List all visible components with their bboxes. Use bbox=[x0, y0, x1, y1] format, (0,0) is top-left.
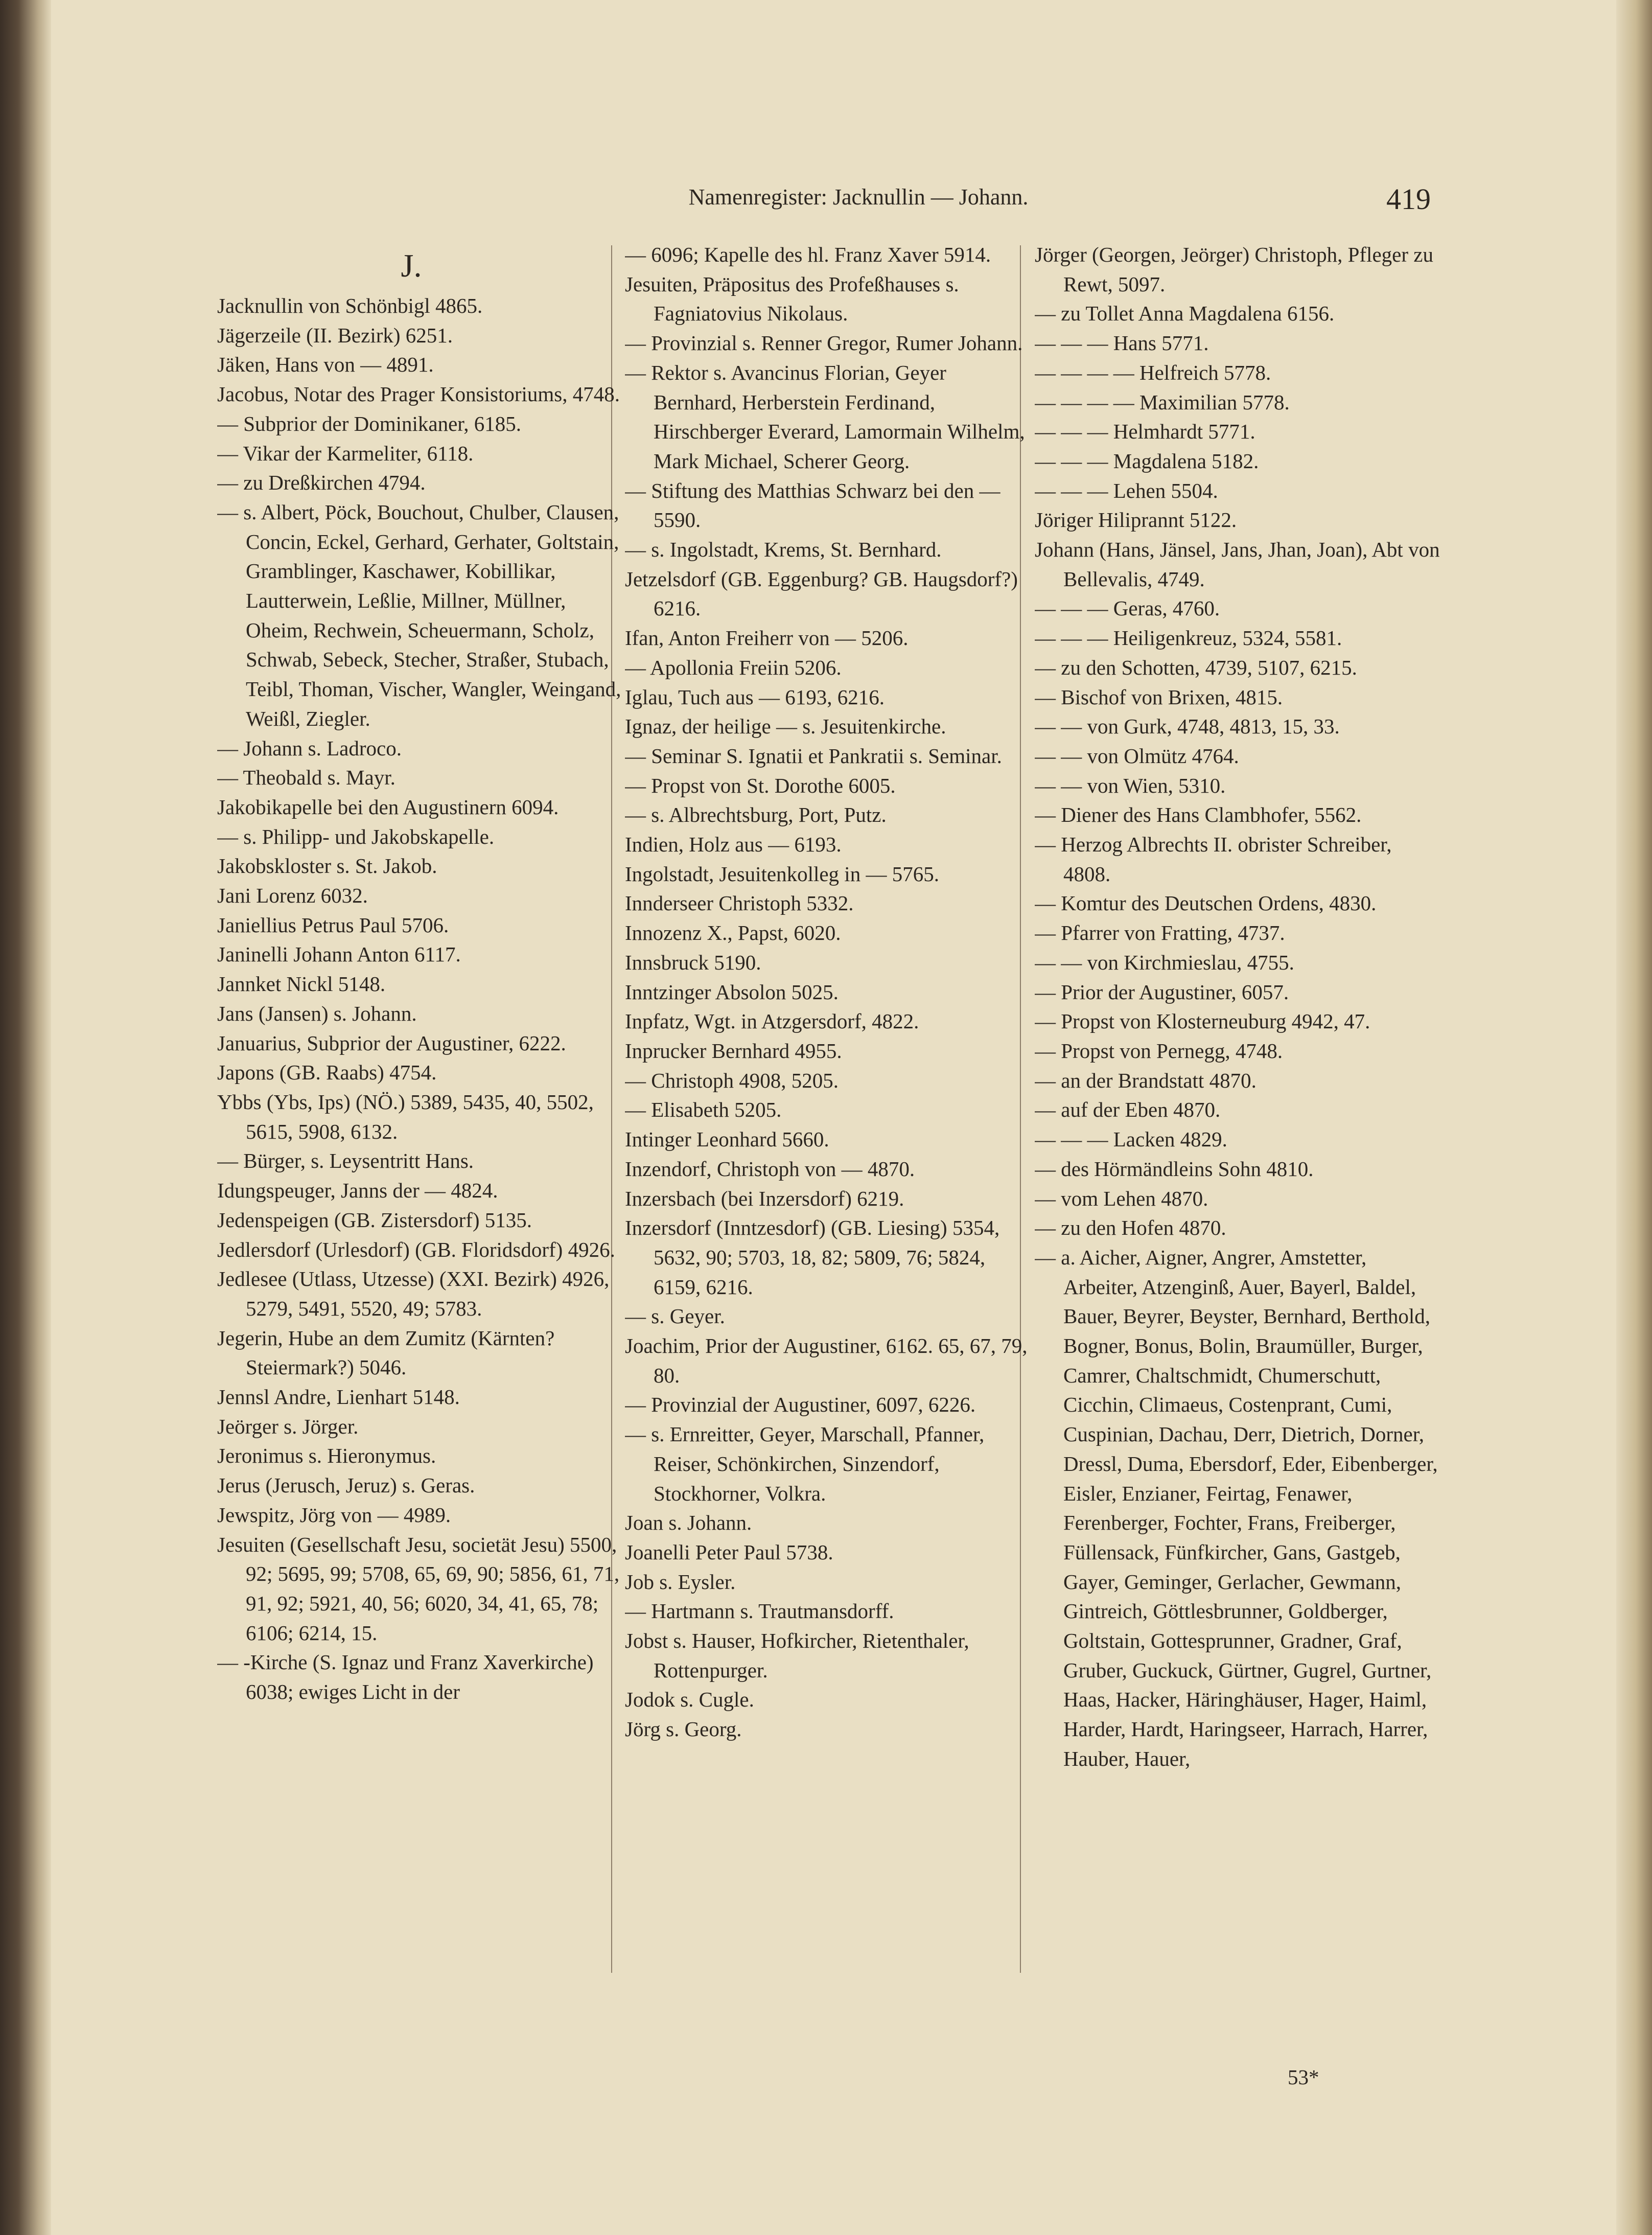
index-entry: Janiellius Petrus Paul 5706. bbox=[217, 913, 449, 937]
index-entry: — — — Hans 5771. bbox=[1035, 331, 1209, 355]
index-entry: — zu den Schotten, 4739, 5107, 6215. bbox=[1035, 655, 1357, 679]
index-entry: — Apollonia Freiin 5206. bbox=[625, 655, 842, 679]
index-entry: Japons (GB. Raabs) 4754. bbox=[217, 1061, 437, 1085]
index-entry: Innozenz X., Papst, 6020. bbox=[625, 921, 841, 945]
index-entry: — Pfarrer von Fratting, 4737. bbox=[1035, 921, 1285, 945]
index-entry: — Propst von Klosterneuburg 4942, 47. bbox=[1035, 1009, 1370, 1033]
index-entry: Ingolstadt, Jesuitenkolleg in — 5765. bbox=[625, 862, 939, 886]
index-entry: Inprucker Bernhard 4955. bbox=[625, 1039, 842, 1063]
book-gutter bbox=[0, 0, 51, 2235]
index-entry: — — von Wien, 5310. bbox=[1035, 773, 1226, 797]
index-entry: Jakobikapelle bei den Augustinern 6094. bbox=[217, 795, 559, 819]
index-entry: Jobst s. Hauser, Hofkircher, Rietenthaler, Rottenpurger. bbox=[625, 1629, 969, 1682]
index-entry: Job s. Eysler. bbox=[625, 1570, 736, 1594]
index-entry: — s. Albrechtsburg, Port, Putz. bbox=[625, 803, 887, 827]
index-entry: — — von Olmütz 4764. bbox=[1035, 744, 1239, 768]
index-column-3 bbox=[1035, 240, 1444, 1774]
index-entry: — s. Geyer. bbox=[625, 1304, 725, 1328]
index-entry: Intinger Leonhard 5660. bbox=[625, 1127, 829, 1151]
index-entry: Jegerin, Hube an dem Zumitz (Kärnten? Steiermark?) 5046. bbox=[217, 1326, 555, 1379]
index-entry: — Rektor s. Avancinus Florian, Geyer Bernhard, Herberstein Ferdinand, Hirschberger Everard, Lamormain Wilhelm, Mark Michael, Scherer Georg. bbox=[625, 360, 1025, 473]
page-edge bbox=[1616, 0, 1652, 2235]
index-entry: Jöriger Hiliprannt 5122. bbox=[1035, 508, 1237, 532]
index-entry: Jennsl Andre, Lienhart 5148. bbox=[217, 1385, 460, 1409]
index-entry: Janinelli Johann Anton 6117. bbox=[217, 942, 461, 966]
index-entry: Jesuiten (Gesellschaft Jesu, societät Jesu) 5500, 92; 5695, 99; 5708, 65, 69, 90; 5856, 61, 71, 91, 92; 5921, 40, 56; 6020, 34, 41, 65, 78; 6106; 6214, 15. bbox=[217, 1532, 620, 1645]
index-entry: — — — Lacken 4829. bbox=[1035, 1127, 1227, 1151]
index-entry: — Elisabeth 5205. bbox=[625, 1098, 782, 1122]
index-entry: — Diener des Hans Clambhofer, 5562. bbox=[1035, 803, 1362, 827]
index-entry: Jakobskloster s. St. Jakob. bbox=[217, 854, 437, 878]
index-entry: — — — Lehen 5504. bbox=[1035, 478, 1218, 502]
index-entry: — s. Ernreitter, Geyer, Marschall, Pfanner, Reiser, Schönkirchen, Sinzendorf, Stockhorner, Volkra. bbox=[625, 1422, 985, 1505]
index-entry: — auf der Eben 4870. bbox=[1035, 1098, 1221, 1122]
index-entry: — — — Heiligenkreuz, 5324, 5581. bbox=[1035, 626, 1342, 650]
index-entry: Inntzinger Absolon 5025. bbox=[625, 980, 839, 1004]
index-entry: — Herzog Albrechts II. obrister Schreiber, 4808. bbox=[1035, 833, 1392, 886]
index-entry: Jörg s. Georg. bbox=[625, 1717, 742, 1741]
index-entry: — Komtur des Deutschen Ordens, 4830. bbox=[1035, 891, 1377, 915]
index-entry: Jedlesee (Utlass, Utzesse) (XXI. Bezirk) 4926, 5279, 5491, 5520, 49; 5783. bbox=[217, 1267, 610, 1320]
index-entry: — Provinzial der Augustiner, 6097, 6226. bbox=[625, 1393, 976, 1417]
index-entry: Johann (Hans, Jänsel, Jans, Jhan, Joan), Abt von Bellevalis, 4749. bbox=[1035, 538, 1440, 591]
index-entry: Jani Lorenz 6032. bbox=[217, 884, 368, 908]
index-entry: Jacobus, Notar des Prager Konsistoriums, 4748. bbox=[217, 382, 620, 406]
index-column-2 bbox=[625, 240, 1034, 1744]
column-1-entries bbox=[217, 291, 626, 1707]
index-entry: Jeörger s. Jörger. bbox=[217, 1414, 359, 1438]
index-entry: — — — — Maximilian 5778. bbox=[1035, 390, 1290, 414]
index-entry: Jedenspeigen (GB. Zistersdorf) 5135. bbox=[217, 1208, 532, 1232]
index-entry: — Vikar der Karmeliter, 6118. bbox=[217, 441, 474, 465]
index-entry: — Prior der Augustiner, 6057. bbox=[1035, 980, 1289, 1004]
index-entry: — Propst von Pernegg, 4748. bbox=[1035, 1039, 1283, 1063]
index-entry: Joachim, Prior der Augustiner, 6162. 65, 67, 79, 80. bbox=[625, 1334, 1028, 1387]
index-entry: — 6096; Kapelle des hl. Franz Xaver 5914. bbox=[625, 243, 991, 266]
index-entry: Jannket Nickl 5148. bbox=[217, 972, 386, 996]
index-entry: Jerus (Jerusch, Jeruz) s. Geras. bbox=[217, 1473, 475, 1497]
index-entry: — Seminar S. Ignatii et Pankratii s. Seminar. bbox=[625, 744, 1002, 768]
index-entry: — des Hörmändleins Sohn 4810. bbox=[1035, 1157, 1314, 1181]
index-entry: Januarius, Subprior der Augustiner, 6222. bbox=[217, 1031, 566, 1055]
index-entry: — -Kirche (S. Ignaz und Franz Xaverkirche) 6038; ewiges Licht in der bbox=[217, 1650, 594, 1704]
index-entry: Idungspeuger, Janns der — 4824. bbox=[217, 1179, 498, 1203]
index-entry: — s. Albert, Pöck, Bouchout, Chulber, Clausen, Concin, Eckel, Gerhard, Gerhater, Goltstain, Gramblinger, Kaschawer, Kobillikar, Lautterwein, Leßlie, Millner, Müllner, Oheim, Rechwein, Scheuermann, Scholz, Schwab, Sebeck, Stecher, Straßer, Stubach, Teibl, Thoman, Vischer, Wangler, Weingand, Weißl, Ziegler. bbox=[217, 500, 621, 730]
index-entry: — s. Ingolstadt, Krems, St. Bernhard. bbox=[625, 538, 942, 562]
column-3-entries bbox=[1035, 240, 1444, 1774]
index-entry: — Provinzial s. Renner Gregor, Rumer Johann. bbox=[625, 331, 1023, 355]
index-entry: Ybbs (Ybs, Ips) (NÖ.) 5389, 5435, 40, 5502, 5615, 5908, 6132. bbox=[217, 1090, 594, 1143]
index-entry: — Bischof von Brixen, 4815. bbox=[1035, 685, 1283, 709]
index-entry: — vom Lehen 4870. bbox=[1035, 1186, 1208, 1210]
index-entry: Ignaz, der heilige — s. Jesuitenkirche. bbox=[625, 715, 946, 739]
index-entry: — zu Tollet Anna Magdalena 6156. bbox=[1035, 302, 1335, 326]
index-entry: — s. Philipp- und Jakobskapelle. bbox=[217, 824, 495, 848]
section-letter: J. bbox=[401, 247, 422, 284]
index-entry: — zu Dreßkirchen 4794. bbox=[217, 471, 426, 495]
index-entry: Jörger (Georgen, Jeörger) Christoph, Pfleger zu Rewt, 5097. bbox=[1035, 243, 1433, 296]
index-entry: — — von Gurk, 4748, 4813, 15, 33. bbox=[1035, 715, 1340, 739]
index-entry: — — — Magdalena 5182. bbox=[1035, 449, 1259, 473]
index-entry: — — — Geras, 4760. bbox=[1035, 596, 1220, 620]
index-entry: — — — — Helfreich 5778. bbox=[1035, 360, 1271, 384]
index-entry: Inzersdorf (Inntzesdorf) (GB. Liesing) 5354, 5632, 90; 5703, 18, 82; 5809, 76; 5824, 6159, 6216. bbox=[625, 1216, 1000, 1299]
index-entry: Inzersbach (bei Inzersdorf) 6219. bbox=[625, 1186, 904, 1210]
index-entry: Joanelli Peter Paul 5738. bbox=[625, 1540, 833, 1564]
index-entry: Jewspitz, Jörg von — 4989. bbox=[217, 1503, 451, 1527]
index-entry: — zu den Hofen 4870. bbox=[1035, 1216, 1226, 1240]
index-entry: — Johann s. Ladroco. bbox=[217, 736, 402, 760]
index-entry: — Theobald s. Mayr. bbox=[217, 766, 395, 790]
index-entry: Ifan, Anton Freiherr von — 5206. bbox=[625, 626, 909, 650]
index-entry: Jäken, Hans von — 4891. bbox=[217, 353, 434, 377]
index-entry: — Hartmann s. Trautmansdorff. bbox=[625, 1599, 894, 1623]
index-entry: Innsbruck 5190. bbox=[625, 950, 761, 974]
signature-mark: 53* bbox=[1288, 2065, 1319, 2089]
index-entry: Joan s. Johann. bbox=[625, 1511, 752, 1535]
column-2-entries bbox=[625, 240, 1034, 1744]
index-entry: Jans (Jansen) s. Johann. bbox=[217, 1001, 417, 1025]
page-number: 419 bbox=[1386, 182, 1431, 216]
index-entry: Jodok s. Cugle. bbox=[625, 1688, 754, 1712]
index-entry: — — — Helmhardt 5771. bbox=[1035, 420, 1255, 444]
index-entry: Inpfatz, Wgt. in Atzgersdorf, 4822. bbox=[625, 1009, 919, 1033]
index-entry: Indien, Holz aus — 6193. bbox=[625, 833, 842, 857]
index-entry: Iglau, Tuch aus — 6193, 6216. bbox=[625, 685, 885, 709]
index-entry: Jacknullin von Schönbigl 4865. bbox=[217, 294, 483, 317]
index-entry: — Propst von St. Dorothe 6005. bbox=[625, 773, 896, 797]
index-entry: — an der Brandstatt 4870. bbox=[1035, 1068, 1257, 1092]
index-column-1 bbox=[217, 240, 626, 1707]
index-entry: — a. Aicher, Aigner, Angrer, Amstetter, Arbeiter, Atzenginß, Auer, Bayerl, Baldel, Bauer, Beyrer, Beyster, Bernhard, Berthold, Bogner, Bonus, Bolin, Braumüller, Burger, Camrer, Chaltschmidt, Chumerschutt, Cicchin, Climaeus, Costenprant, Cumi, Cuspinian, Dachau, Derr, Dietrich, Dorner, Dressl, Duma, Ebersdorf, Eder, Eibenberger, Eisler, Enzianer, Feirtag, Fenawer, Ferenberger, Fochter, Frans, Freiberger, Füllensack, Fünfkircher, Gans, Gastgeb, Gayer, Geminger, Gerlacher, Gewmann, Gintreich, Göttlesbrunner, Goldberger, Goltstain, Gottesprunner, Gradner, Graf, Gruber, Guckuck, Gürtner, Gugrel, Gurtner, Haas, Hacker, Häringhäuser, Hager, Haiml, Harder, Hardt, Haringseer, Harrach, Harrer, Hauber, Hauer, bbox=[1035, 1245, 1438, 1770]
index-entry: Jägerzeile (II. Bezirk) 6251. bbox=[217, 323, 453, 347]
index-entry: Jeronimus s. Hieronymus. bbox=[217, 1444, 436, 1468]
index-entry: — Christoph 4908, 5205. bbox=[625, 1068, 839, 1092]
index-entry: — — von Kirchmieslau, 4755. bbox=[1035, 950, 1294, 974]
index-entry: Jetzelsdorf (GB. Eggenburg? GB. Haugsdorf?) 6216. bbox=[625, 567, 1018, 620]
index-entry: Innderseer Christoph 5332. bbox=[625, 891, 854, 915]
index-entry: Inzendorf, Christoph von — 4870. bbox=[625, 1157, 915, 1181]
running-header: Namenregister: Jacknullin — Johann. bbox=[688, 185, 1029, 210]
index-entry: Jedlersdorf (Urlesdorf) (GB. Floridsdorf) 4926. bbox=[217, 1237, 615, 1261]
index-entry: — Bürger, s. Leysentritt Hans. bbox=[217, 1149, 474, 1173]
index-entry: — Subprior der Dominikaner, 6185. bbox=[217, 411, 522, 435]
index-entry: Jesuiten, Präpositus des Profeßhauses s. Fagniatovius Nikolaus. bbox=[625, 272, 959, 326]
index-entry: — Stiftung des Matthias Schwarz bei den — 5590. bbox=[625, 478, 1000, 532]
